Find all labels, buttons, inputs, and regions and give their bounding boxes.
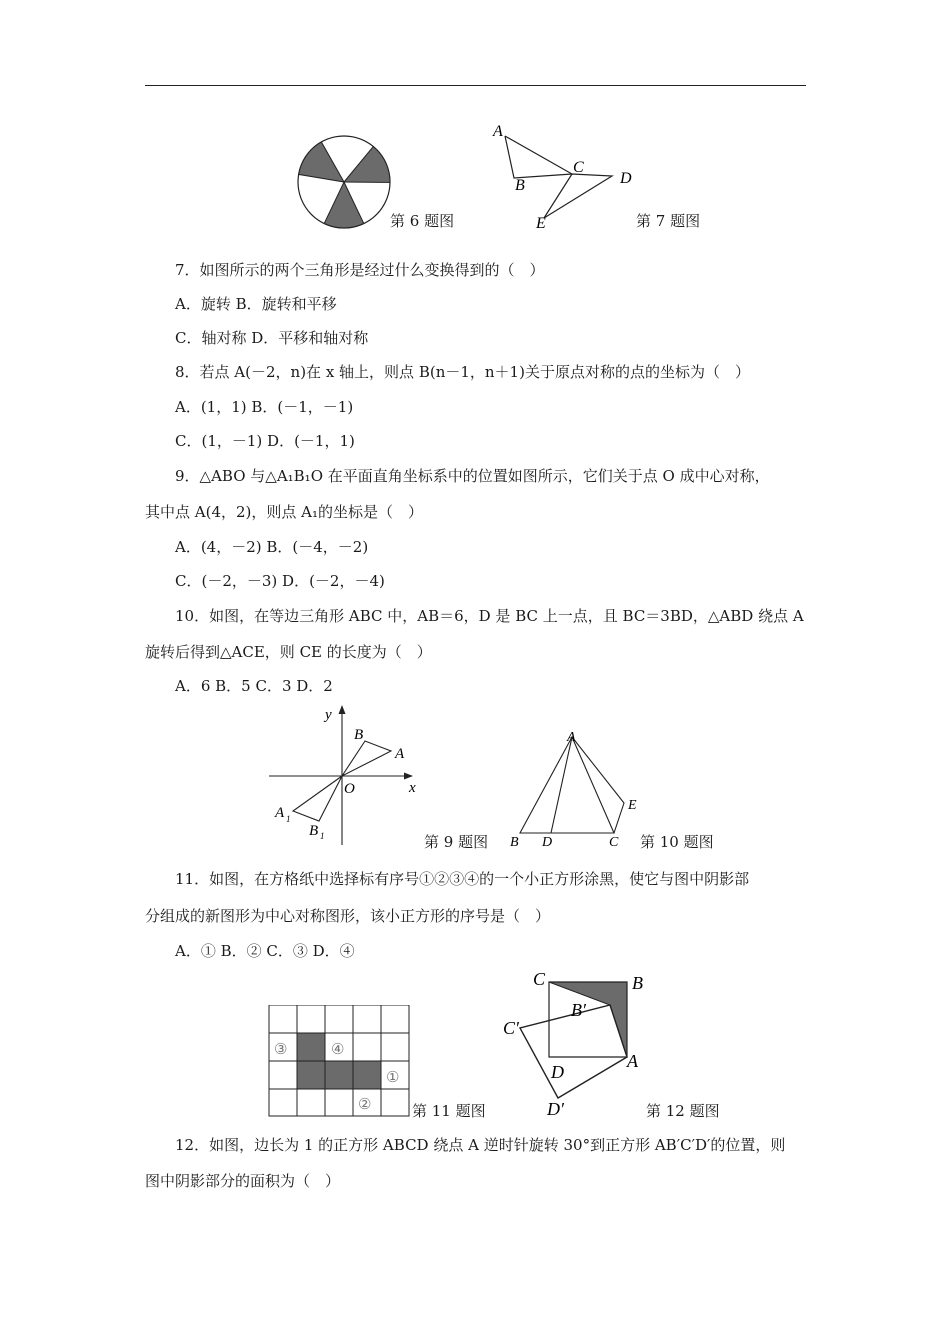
q11-stem-line1: 11．如图，在方格纸中选择标有序号①②③④的一个小正方形涂黑，使它与图中阴影部 xyxy=(175,870,750,888)
fig9-origin: O xyxy=(344,781,355,797)
fig9-sub-a1: 1 xyxy=(286,814,291,824)
fig10-triangle-diagram xyxy=(505,725,655,853)
q11-stem-line2: 分组成的新图形为中心对称图形，该小正方形的序号是（ ） xyxy=(145,907,551,925)
fig11-mark-1: ① xyxy=(386,1070,400,1086)
fig11-mark-3: ③ xyxy=(274,1042,288,1058)
fig9-label-b: B xyxy=(354,727,364,743)
fig9-label-b1: B xyxy=(309,823,319,839)
fig11-mark-2: ② xyxy=(358,1097,372,1113)
q11-options: A．① B．② C．③ D．④ xyxy=(175,942,355,960)
fig10-label-b: B xyxy=(510,835,519,850)
q7-stem: 7．如图所示的两个三角形是经过什么变换得到的（ ） xyxy=(175,261,545,279)
fig7-label-b: B xyxy=(515,177,525,194)
fig11-grid-diagram xyxy=(268,1005,412,1117)
fig10-label-e: E xyxy=(628,798,637,813)
q8-options-cd: C．(1，－1) D．(－1，1) xyxy=(175,432,355,450)
q8-stem: 8．若点 A(－2，n)在 x 轴上，则点 B(n－1，n＋1)关于原点对称的点的坐标为（ ） xyxy=(175,363,750,381)
fig10-caption: 第 10 题图 xyxy=(640,833,714,851)
fig12-square-rotation-diagram xyxy=(500,965,660,1120)
fig12-label-d: D xyxy=(551,1062,564,1082)
fig12-caption: 第 12 题图 xyxy=(646,1102,720,1120)
fig11-mark-4: ④ xyxy=(331,1042,345,1058)
fig12-label-b: B xyxy=(632,973,643,993)
header-rule xyxy=(145,85,806,86)
fig9-caption: 第 9 题图 xyxy=(424,833,489,851)
q9-stem-line2: 其中点 A(4，2)，则点 A₁的坐标是（ ） xyxy=(145,503,424,521)
q7-options-cd: C．轴对称 D．平移和轴对称 xyxy=(175,329,369,347)
q7-options-ab: A．旋转 B．旋转和平移 xyxy=(175,295,337,313)
q10-options: A．6 B．5 C．3 D．2 xyxy=(175,677,333,695)
fig7-triangles-diagram xyxy=(488,118,648,236)
fig12-label-b-prime: B′ xyxy=(571,1000,586,1020)
fig6-circle-diagram xyxy=(296,133,396,233)
fig9-axis-y: y xyxy=(325,707,332,723)
fig9-label-a: A xyxy=(395,746,405,762)
fig12-label-a: A xyxy=(627,1051,638,1071)
fig12-label-c: C xyxy=(533,969,546,989)
q9-options-ab: A．(4，－2) B．(－4，－2) xyxy=(175,538,369,556)
fig10-label-c: C xyxy=(609,835,619,850)
fig7-caption: 第 7 题图 xyxy=(636,212,701,230)
fig7-label-c: C xyxy=(573,159,584,176)
q9-stem-line1: 9．△ABO 与△A₁B₁O 在平面直角坐标系中的位置如图所示，它们关于点 O 成中心对称， xyxy=(175,467,770,485)
fig12-label-c-prime: C′ xyxy=(503,1018,519,1038)
q10-stem-line1: 10．如图，在等边三角形 ABC 中，AB＝6，D 是 BC 上一点，且 BC＝3BD，△ABD 绕点 A xyxy=(175,607,804,625)
q9-options-cd: C．(－2，－3) D．(－2，－4) xyxy=(175,572,385,590)
fig6-caption: 第 6 题图 xyxy=(390,212,455,230)
fig10-label-a: A xyxy=(567,730,576,745)
fig7-label-a: A xyxy=(493,123,503,140)
fig10-label-d: D xyxy=(542,835,553,850)
fig9-coordinate-diagram xyxy=(265,700,425,850)
fig9-sub-b1: 1 xyxy=(320,831,325,841)
fig7-label-e: E xyxy=(536,215,546,232)
q8-options-ab: A．(1，1) B．(－1，－1) xyxy=(175,398,354,416)
fig9-axis-x: x xyxy=(409,780,416,796)
fig9-label-a1: A xyxy=(275,805,285,821)
q10-stem-line2: 旋转后得到△ACE，则 CE 的长度为（ ） xyxy=(145,643,432,661)
q12-stem-line1: 12．如图，边长为 1 的正方形 ABCD 绕点 A 逆时针旋转 30°到正方形 AB′C′D′的位置，则 xyxy=(175,1136,786,1154)
q12-stem-line2: 图中阴影部分的面积为（ ） xyxy=(145,1172,341,1190)
fig12-label-d-prime: D′ xyxy=(547,1099,564,1119)
fig7-label-d: D xyxy=(620,170,632,187)
fig11-caption: 第 11 题图 xyxy=(412,1102,486,1120)
